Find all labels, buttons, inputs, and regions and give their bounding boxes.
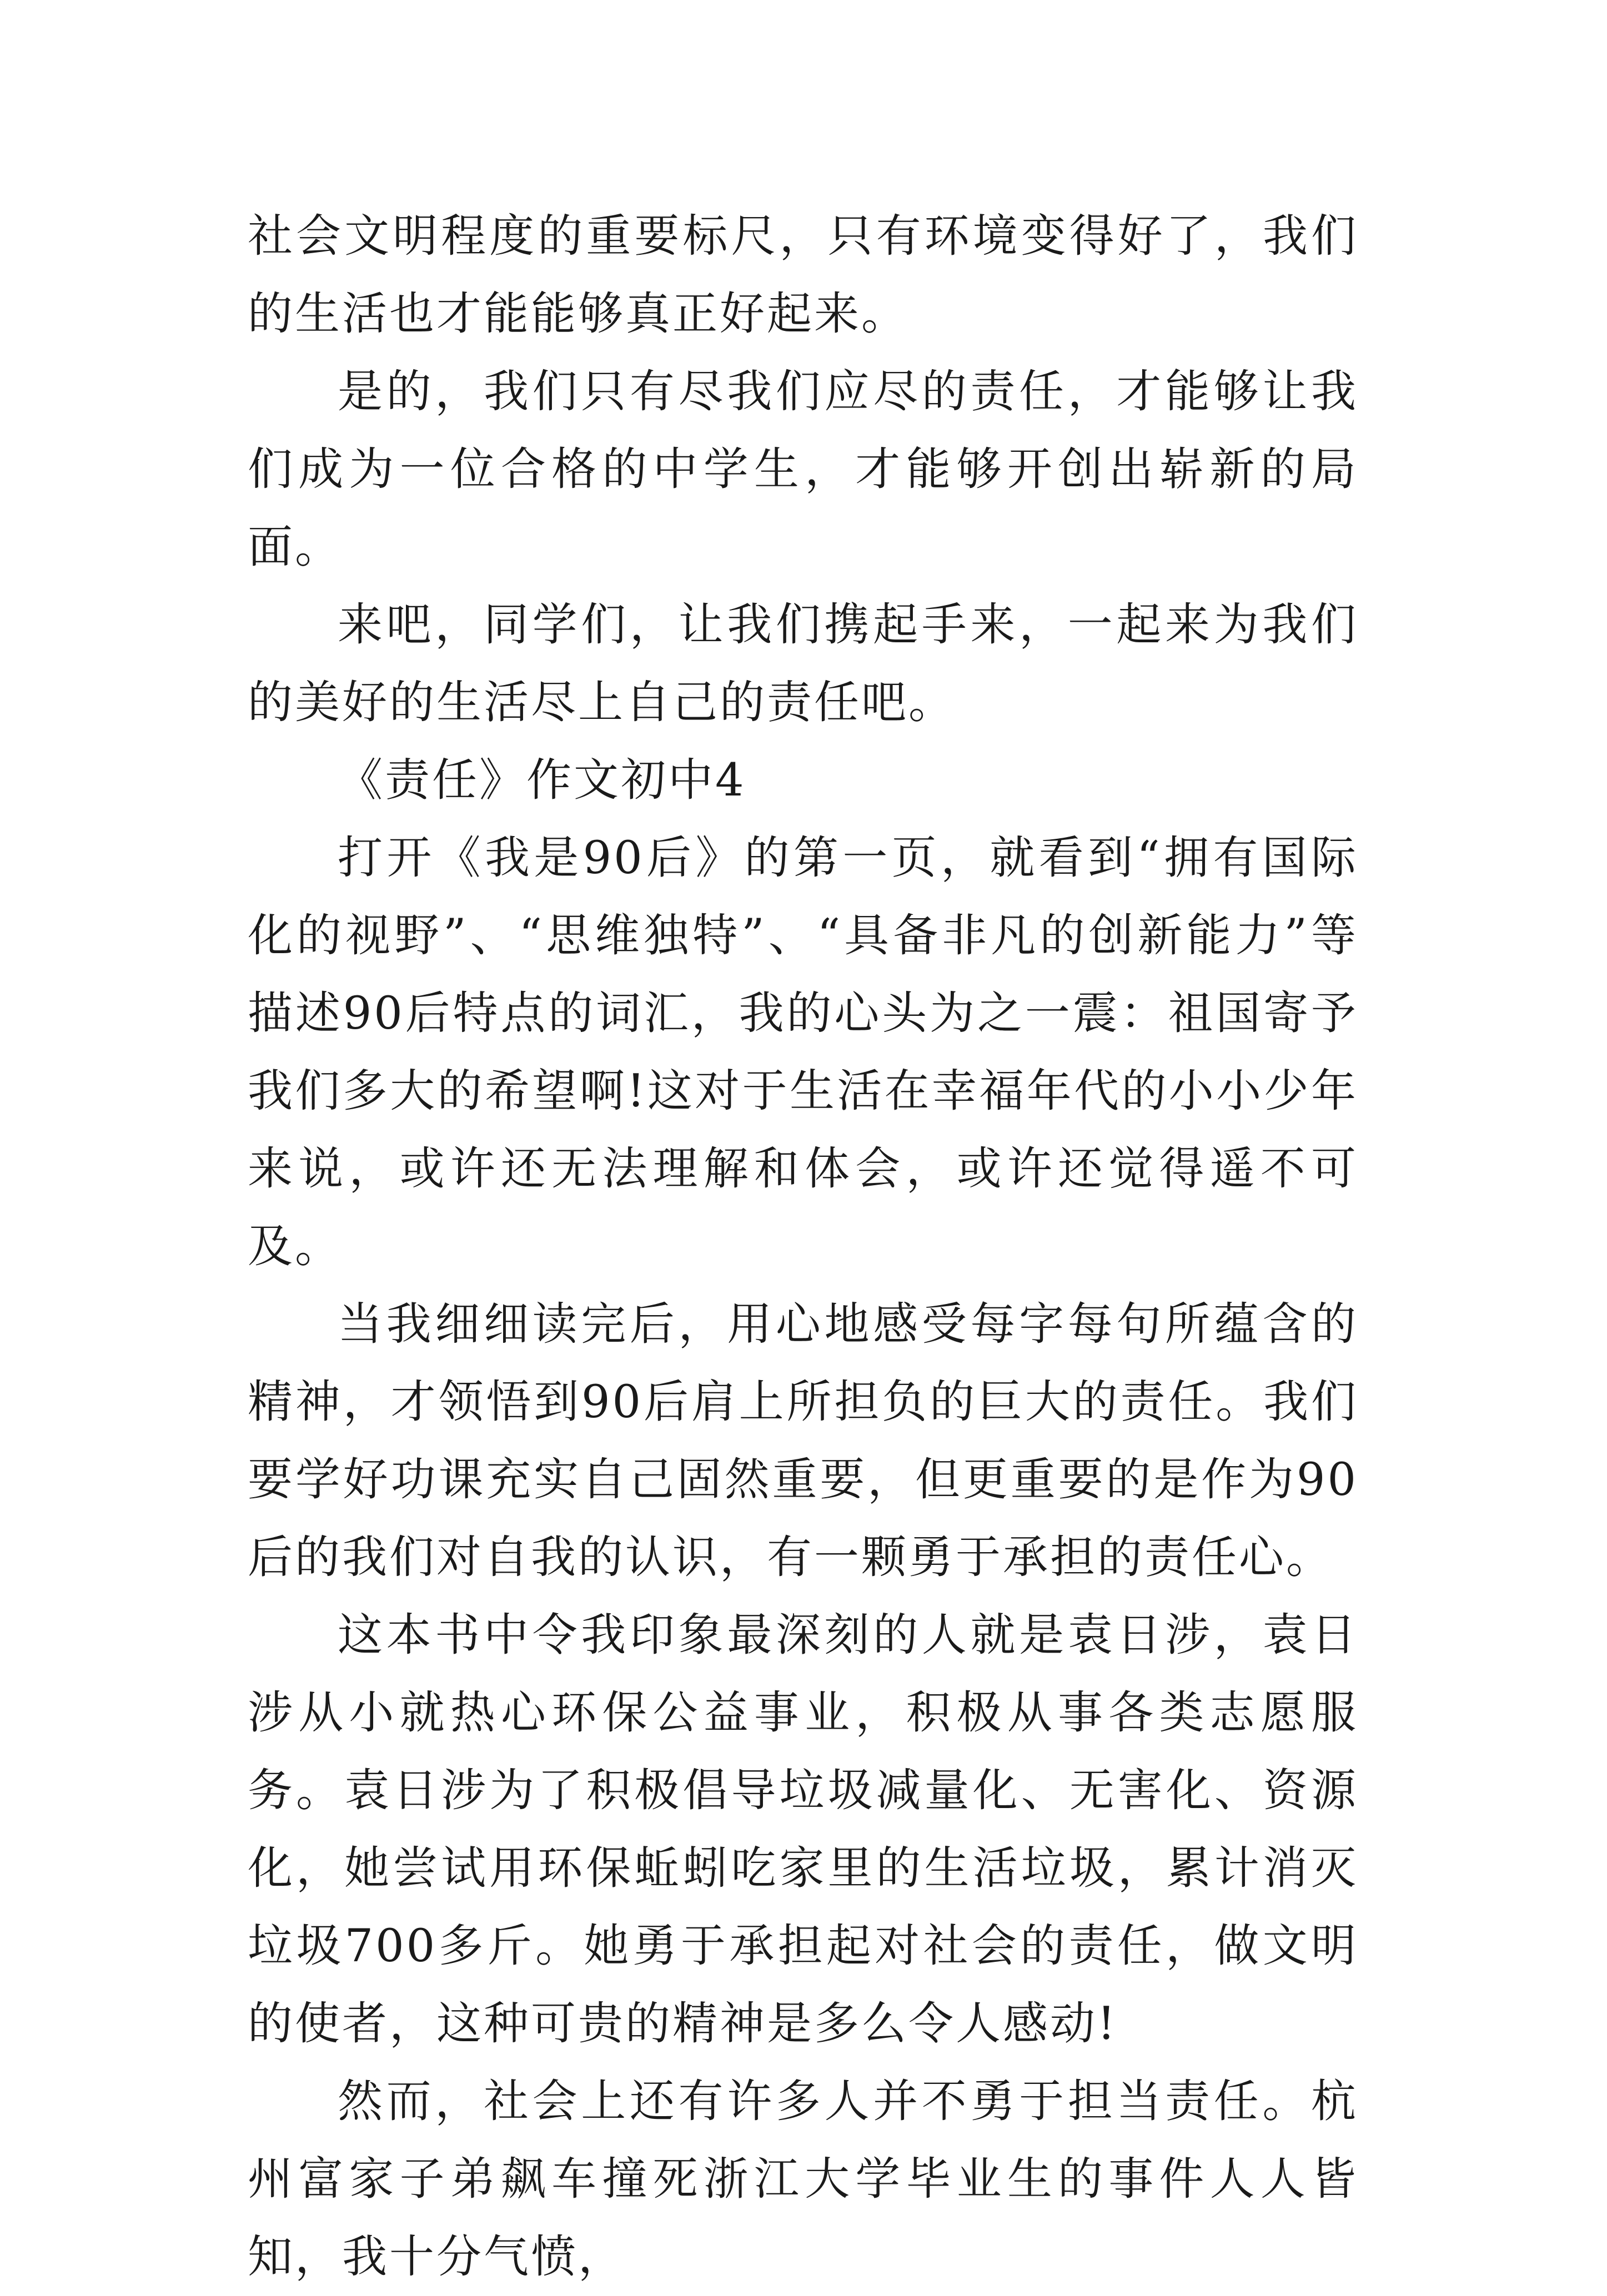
paragraph-3: 来吧，同学们，让我们携起手来，一起来为我们的美好的生活尽上自己的责任吧。	[248, 599, 1358, 729]
paragraph-2: 是的，我们只有尽我们应尽的责任，才能够让我们成为一位合格的中学生，才能够开创出崭新的局面。	[248, 366, 1358, 573]
paragraph-5: 当我细细读完后，用心地感受每字每句所蕴含的精神，才领悟到90后肩上所担负的巨大的责任。我们要学好功课充实自己固然重要，但更重要的是作为90后的我们对自我的认识，有一颗勇于承担的责任心。	[248, 1298, 1358, 1584]
paragraph-4: 打开《我是90后》的第一页，就看到“拥有国际化的视野”、“思维独特”、“具备非凡的创新能力”等描述90后特点的词汇，我的心头为之一震：祖国寄予我们多大的希望啊!这对于生活在幸福年代的小小少年来说，或许还无法理解和体会，或许还觉得遥不可及。	[248, 832, 1358, 1273]
section-heading: 《责任》作文初中4	[338, 754, 746, 807]
paragraph-1: 社会文明程度的重要标尺，只有环境变得好了，我们的生活也才能能够真正好起来。	[248, 210, 1358, 340]
paragraph-7: 然而，社会上还有许多人并不勇于担当责任。杭州富家子弟飙车撞死浙江大学毕业生的事件人人皆知，我十分气愤，	[248, 2076, 1358, 2283]
document-body	[248, 198, 1358, 2296]
paragraph-6: 这本书中令我印象最深刻的人就是袁日涉，袁日涉从小就热心环保公益事业，积极从事各类志愿服务。袁日涉为了积极倡导垃圾减量化、无害化、资源化，她尝试用环保蚯蚓吃家里的生活垃圾，累计消灭垃圾700多斤。她勇于承担起对社会的责任，做文明的使者，这种可贵的精神是多么令人感动!	[248, 1609, 1358, 2050]
